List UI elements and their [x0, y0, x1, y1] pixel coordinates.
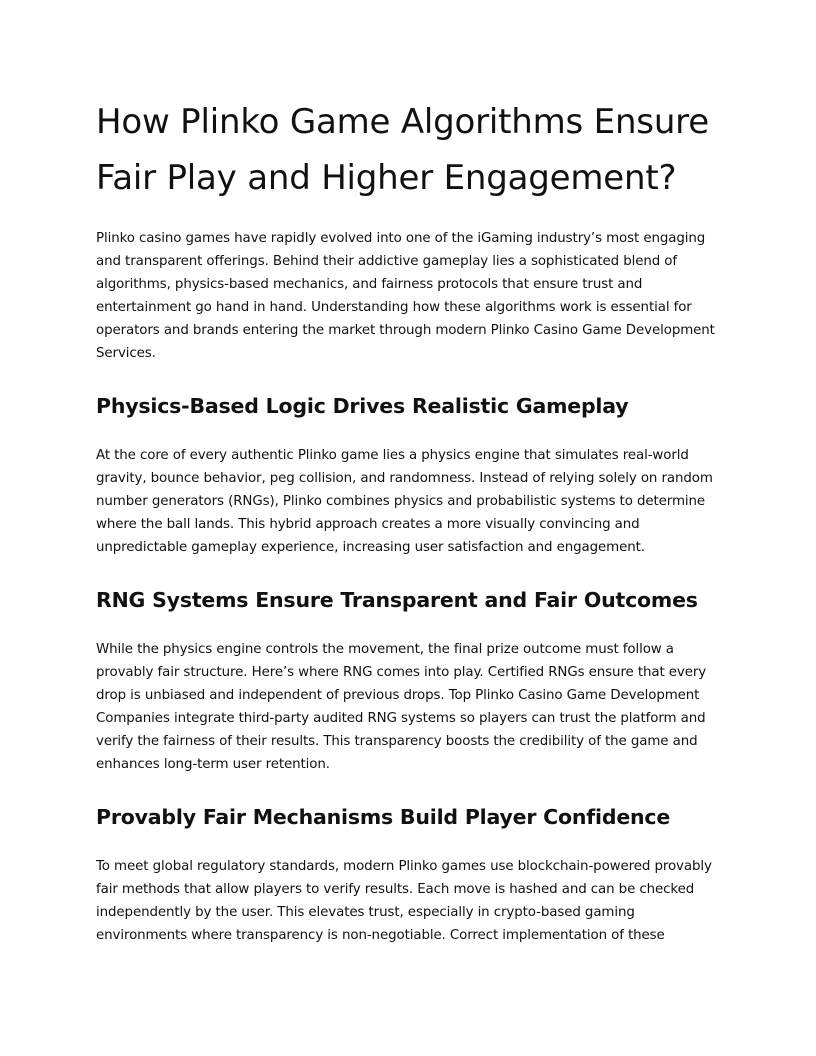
page-title: How Plinko Game Algorithms Ensure Fair Play and Higher Engagement? — [96, 102, 709, 198]
section-heading-rng: RNG Systems Ensure Transparent and Fair Outcomes — [96, 588, 698, 612]
section-body-provably-fair: To meet global regulatory standards, modern Plinko games use blockchain-powered provably fair methods that allow players to verify results. Each move is hashed and can be checked independently by the user. This elevates trust, especially in crypto-based gaming environments where transparency is non-negotiable. Correct implementation of these — [96, 859, 712, 943]
section-heading-physics: Physics-Based Logic Drives Realistic Gameplay — [96, 394, 629, 418]
section-heading-provably-fair: Provably Fair Mechanisms Build Player Confidence — [96, 805, 671, 829]
intro-paragraph: Plinko casino games have rapidly evolved into one of the iGaming industry’s most engaging and transparent offerings. Behind their addictive gameplay lies a sophisticated blend of algorithms, physics-based mechanics, and fairness protocols that ensure trust and entertainment go hand in hand. Understanding how these algorithms work is essential for operators and brands entering the market through modern Plinko Casino Game Development Services. — [96, 231, 715, 361]
document-page — [96, 94, 716, 947]
section-body-rng: While the physics engine controls the movement, the final prize outcome must follow a provably fair structure. Here’s where RNG comes into play. Certified RNGs ensure that every drop is unbiased and independent of previous drops. Top Plinko Casino Game Development Companies integrate third-party audited RNG systems so players can trust the platform and verify the fairness of their results. This transparency boosts the credibility of the game and enhances long-term user retention. — [96, 642, 707, 772]
section-body-physics: At the core of every authentic Plinko game lies a physics engine that simulates real-world gravity, bounce behavior, peg collision, and randomness. Instead of relying solely on random number generators (RNGs), Plinko combines physics and probabilistic systems to determine where the ball lands. This hybrid approach creates a more visually convincing and unpredictable gameplay experience, increasing user satisfaction and engagement. — [96, 448, 713, 555]
